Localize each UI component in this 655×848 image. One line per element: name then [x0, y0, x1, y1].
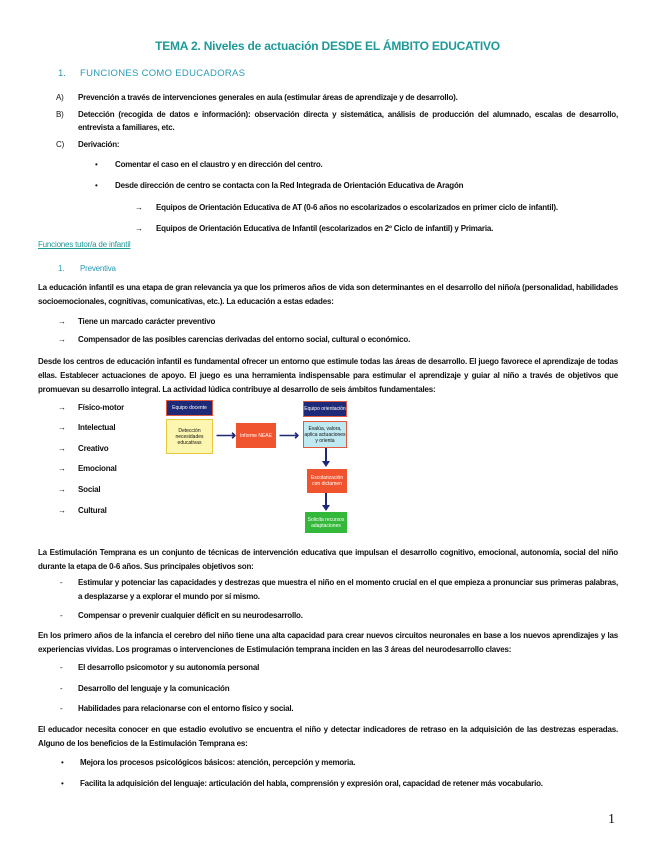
diagram-box-escolarizacion: Escolarización con dictamen [307, 469, 347, 493]
section-number: 1. [58, 68, 66, 79]
item-text: Detección (recogida de datos e información): observación directa y sistemática, análisis de producción del alumnado, escalas de desarrollo, entrevista a familiares, etc. [78, 110, 618, 132]
diagram-box-informe: Informe NEAE [236, 423, 276, 448]
paragraph: En los primero años de la infancia el cerebro del niño tiene una alta capacidad para crear nuevos circuitos neuronales en base a los nuevos aprendizajes y las experiencias vividas. Los programas o intervenciones de Estimulación temprana inciden en las 3 áreas del neurodesarrollo claves: [38, 631, 618, 654]
diagram-box-solicita: Solicita recursos adaptaciones [305, 512, 347, 533]
diagram-box-equipo-docente: Equipo docente [166, 400, 213, 416]
arrow-icon: → [58, 335, 66, 344]
item-text: Prevención a través de intervenciones generales en aula (estimular áreas de aprendizaje y de desarrollo). [78, 93, 458, 102]
page-number: 1 [608, 812, 615, 827]
bullet-icon: • [95, 160, 98, 169]
list-item: El desarrollo psicomotor y su autonomía personal [78, 663, 260, 672]
arrow-down-head [322, 461, 330, 467]
arrow-icon: → [58, 403, 66, 412]
section-number: 1. [58, 264, 65, 273]
list-item: Tiene un marcado carácter preventivo [78, 317, 216, 326]
bullet-icon: • [61, 758, 64, 767]
dash-icon: - [60, 704, 63, 713]
arrow-icon: ⟶ [279, 427, 300, 443]
list-item: Desde dirección de centro se contacta con la Red Integrada de Orientación Educativa de Aragón [115, 181, 464, 190]
section-heading: FUNCIONES COMO EDUCADORAS [80, 68, 246, 79]
dash-icon: - [60, 684, 63, 693]
arrow-icon: → [58, 317, 66, 326]
section-heading: Preventiva [80, 264, 116, 273]
arrow-icon: → [58, 423, 66, 432]
list-item: Comentar el caso en el claustro y en dirección del centro. [115, 160, 323, 169]
paragraph: El educador necesita conocer en que estadio evolutivo se encuentra el niño y detectar indicadores de retraso en la adquisición de las destrezas esperadas. Alguno de los beneficios de la Estimulación Temprana es: [38, 725, 618, 748]
dash-icon: - [60, 578, 63, 587]
list-item: Intelectual [78, 423, 116, 432]
list-item: Compensador de las posibles carencias derivadas del entorno social, cultural o económico. [78, 335, 411, 344]
list-item: Facilita la adquisición del lenguaje: articulación del habla, comprensión y expresión oral, capacidad de retener más vocabulario. [80, 779, 543, 788]
arrow-icon: ⟶ [216, 427, 237, 443]
diagram-box-equipo-orientacion: Equipo orientación [303, 401, 347, 417]
list-item: Físico-motor [78, 403, 125, 412]
dash-icon: - [60, 611, 63, 620]
page-title: TEMA 2. Niveles de actuación DESDE EL ÁMBITO EDUCATIVO [155, 39, 500, 53]
list-item: Emocional [78, 464, 117, 473]
diagram-box-deteccion: Detección necesidades educativas [166, 419, 213, 454]
arrow-icon: → [58, 506, 66, 515]
subheading-link[interactable]: Funciones tutor/a de infantil [38, 240, 131, 249]
arrow-icon: → [58, 444, 66, 453]
item-text: Derivación: [78, 140, 120, 149]
paragraph: Desde los centros de educación infantil es fundamental ofrecer un entorno que estimule todas las áreas de desarrollo. El juego favorece el aprendizaje de todas ellas. Establecer actuaciones de apoyo. El juego es una herramienta indispensable para estimular el aprendizaje y guiar al niño a través de objetivos que promuevan su desarrollo integral. La actividad lúdica contribuye al desarrollo de seis ámbitos fundamentales: [38, 357, 618, 394]
list-item: Compensar o prevenir cualquier déficit en su neurodesarrollo. [78, 611, 303, 620]
item-marker: A) [56, 93, 64, 102]
arrow-icon: → [135, 203, 143, 212]
dash-icon: - [60, 663, 63, 672]
paragraph: La educación infantil es una etapa de gran relevancia ya que los primeros años de vida son determinantes en el desarrollo del niño/a (personalidad, habilidades socioemocionales, cognitivas, comunicativas, etc.). La educación a estas edades: [38, 283, 618, 306]
list-item: Cultural [78, 506, 107, 515]
arrow-icon: → [135, 224, 143, 233]
list-item: Equipos de Orientación Educativa de Infantil (escolarizados en 2º Ciclo de infantil) y Primaria. [156, 224, 494, 233]
bullet-icon: • [95, 181, 98, 190]
diagram-box-evaluacion: Evalúa, valora, aplica actuaciones y orienta [303, 421, 347, 448]
list-item: Creativo [78, 444, 109, 453]
item-marker: B) [56, 110, 64, 119]
arrow-down-head [322, 505, 330, 511]
arrow-icon: → [58, 485, 66, 494]
paragraph: La Estimulación Temprana es un conjunto de técnicas de intervención educativa que impulsan el desarrollo cognitivo, emocional, autonomía, social del niño durante la etapa de 0-6 años. Sus principales objetivos son: [38, 548, 618, 571]
list-item: Desarrollo del lenguaje y la comunicación [78, 684, 230, 693]
list-item: Mejora los procesos psicológicos básicos: atención, percepción y memoria. [80, 758, 356, 767]
list-item: Estimular y potenciar las capacidades y destrezas que muestra el niño en el momento crucial en el que empieza a pronunciar sus primeras palabras, a desplazarse y a explorar el mundo por sí mismo. [78, 578, 618, 601]
item-marker: C) [56, 140, 65, 149]
arrow-down-icon [325, 448, 327, 462]
bullet-icon: • [61, 779, 64, 788]
list-item: Social [78, 485, 101, 494]
arrow-icon: → [58, 464, 66, 473]
list-item: Equipos de Orientación Educativa de AT (0-6 años no escolarizados o escolarizados en primer ciclo de infantil). [156, 203, 558, 212]
list-item: Habilidades para relacionarse con el entorno físico y social. [78, 704, 294, 713]
